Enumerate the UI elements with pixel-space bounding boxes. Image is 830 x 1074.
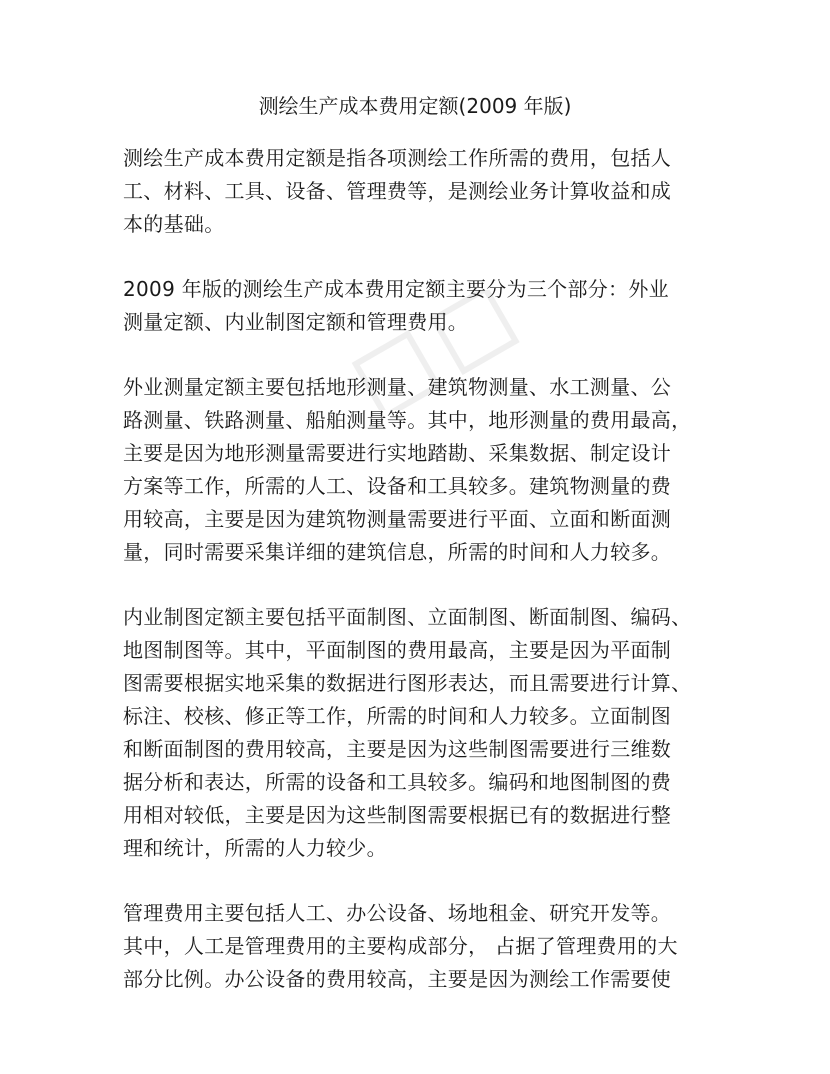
text-line: 测绘生产成本费用定额是指各项测绘工作所需的费用，包括人 — [123, 146, 672, 170]
text-line: 测量定额、内业制图定额和管理费用。 — [123, 310, 469, 334]
text-line: 量，同时需要采集详细的建筑信息，所需的时间和人力较多。 — [123, 540, 672, 564]
text-line: 外业测量定额主要包括地形测量、建筑物测量、水工测量、公 — [123, 375, 672, 399]
text-line: 理和统计，所需的人力较少。 — [123, 836, 387, 860]
text-line: 和断面制图的费用较高，主要是因为这些制图需要进行三维数 — [123, 737, 672, 761]
text-line: 地图制图等。其中，平面制图的费用最高，主要是因为平面制 — [123, 638, 672, 662]
text-line: 方案等工作，所需的人工、设备和工具较多。建筑物测量的费 — [123, 474, 672, 498]
paragraph-office-drafting — [123, 601, 723, 865]
text-line: 2009 年版的测绘生产成本费用定额主要分为三个部分：外业 — [123, 277, 669, 301]
document-body — [123, 142, 723, 1028]
text-line: 本的基础。 — [123, 212, 225, 236]
text-line: 其中，人工是管理费用的主要构成部分， 占据了管理费用的大 — [123, 934, 678, 958]
document-title: 测绘生产成本费用定额(2009 年版) — [258, 94, 572, 118]
text-line: 用较高，主要是因为建筑物测量需要进行平面、立面和断面测 — [123, 507, 672, 531]
text-line: 路测量、铁路测量、船舶测量等。其中，地形测量的费用最高， — [123, 408, 692, 432]
text-line: 主要是因为地形测量需要进行实地踏勘、采集数据、制定设计 — [123, 441, 672, 465]
text-line: 图需要根据实地采集的数据进行图形表达，而且需要进行计算、 — [123, 671, 692, 695]
text-line: 内业制图定额主要包括平面制图、立面制图、断面制图、编码、 — [123, 605, 692, 629]
paragraph-structure — [123, 273, 723, 339]
text-line: 工、材料、工具、设备、管理费等，是测绘业务计算收益和成 — [123, 179, 672, 203]
text-line: 用相对较低，主要是因为这些制图需要根据已有的数据进行整 — [123, 803, 672, 827]
text-line: 部分比例。办公设备的费用较高，主要是因为测绘工作需要使 — [123, 967, 672, 991]
paragraph-intro — [123, 142, 723, 241]
text-line: 据分析和表达，所需的设备和工具较多。编码和地图制图的费 — [123, 770, 672, 794]
paragraph-field-survey — [123, 371, 723, 569]
paragraph-management-cost — [123, 897, 723, 996]
text-line: 管理费用主要包括人工、办公设备、场地租金、研究开发等。 — [123, 901, 672, 925]
text-line: 标注、校核、修正等工作，所需的时间和人力较多。立面制图 — [123, 704, 672, 728]
